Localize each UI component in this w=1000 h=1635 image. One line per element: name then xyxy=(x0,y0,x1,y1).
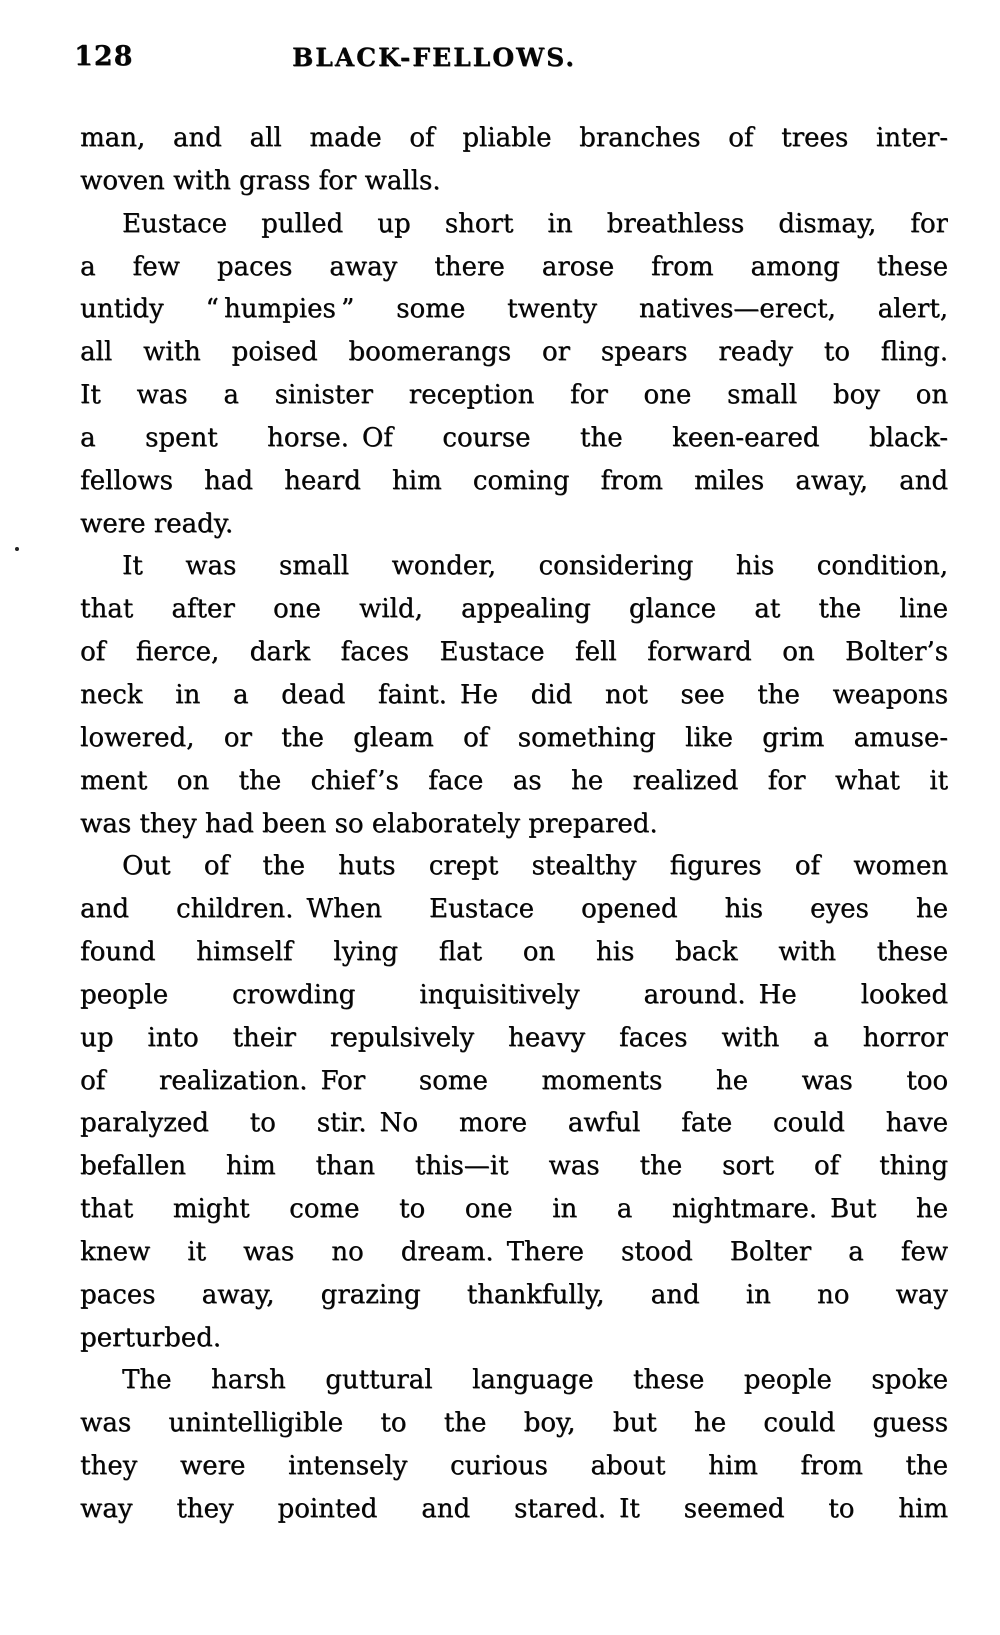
text-line: was they had been so elaborately prepared. xyxy=(80,808,658,839)
text-line: Eustace pulled up short in breathless dismay, for xyxy=(122,208,948,239)
text-line: that after one wild, appealing glance at the line xyxy=(80,594,948,625)
text-line: befallen him than this—it was the sort of thing xyxy=(80,1151,948,1182)
scan-speck xyxy=(15,547,19,551)
text-line: was unintelligible to the boy, but he could guess xyxy=(80,1408,948,1439)
text-line: perturbed. xyxy=(80,1322,222,1353)
text-line: found himself lying flat on his back with these xyxy=(80,937,948,968)
text-line: lowered, or the gleam of something like grim amuse- xyxy=(80,722,948,753)
text-line: woven with grass for walls. xyxy=(80,165,441,196)
text-line: neck in a dead faint. He did not see the weapons xyxy=(80,679,948,710)
text-line: knew it was no dream. There stood Bolter a few xyxy=(80,1236,948,1267)
page-number: 128 xyxy=(74,41,134,72)
text-line: a few paces away there arose from among these xyxy=(80,251,948,282)
text-line: ment on the chief’s face as he realized for what it xyxy=(80,765,948,796)
text-line: untidy “ humpies ” some twenty natives—erect, alert, xyxy=(80,294,948,325)
text-line: Out of the huts crept stealthy figures of women xyxy=(122,851,948,882)
text-block xyxy=(80,117,948,1531)
text-line: of realization. For some moments he was too xyxy=(80,1065,948,1096)
text-line: that might come to one in a nightmare. But he xyxy=(80,1194,948,1225)
text-line: It was a sinister reception for one small boy on xyxy=(80,380,948,411)
text-line: up into their repulsively heavy faces with a horror xyxy=(80,1022,948,1053)
running-title: BLACK-FELLOWS. xyxy=(292,43,576,72)
text-line: The harsh guttural language these people spoke xyxy=(122,1365,948,1396)
text-line: way they pointed and stared. It seemed to him xyxy=(80,1494,948,1524)
text-line: It was small wonder, considering his condition, xyxy=(122,551,948,582)
text-line: a spent horse. Of course the keen-eared black- xyxy=(80,422,948,453)
text-line: people crowding inquisitively around. He looked xyxy=(80,979,948,1010)
text-line: paces away, grazing thankfully, and in no way xyxy=(80,1279,948,1310)
text-line: paralyzed to stir. No more awful fate could have xyxy=(80,1108,948,1139)
text-line: they were intensely curious about him from the xyxy=(80,1451,948,1482)
text-line: of fierce, dark faces Eustace fell forward on Bolter’s xyxy=(80,637,948,668)
text-line: man, and all made of pliable branches of trees inter- xyxy=(80,123,948,153)
text-line: fellows had heard him coming from miles away, and xyxy=(80,465,948,496)
text-line: and children. When Eustace opened his eyes he xyxy=(80,894,948,925)
text-line: all with poised boomerangs or spears ready to fling. xyxy=(80,337,948,368)
text-line: were ready. xyxy=(80,508,234,539)
